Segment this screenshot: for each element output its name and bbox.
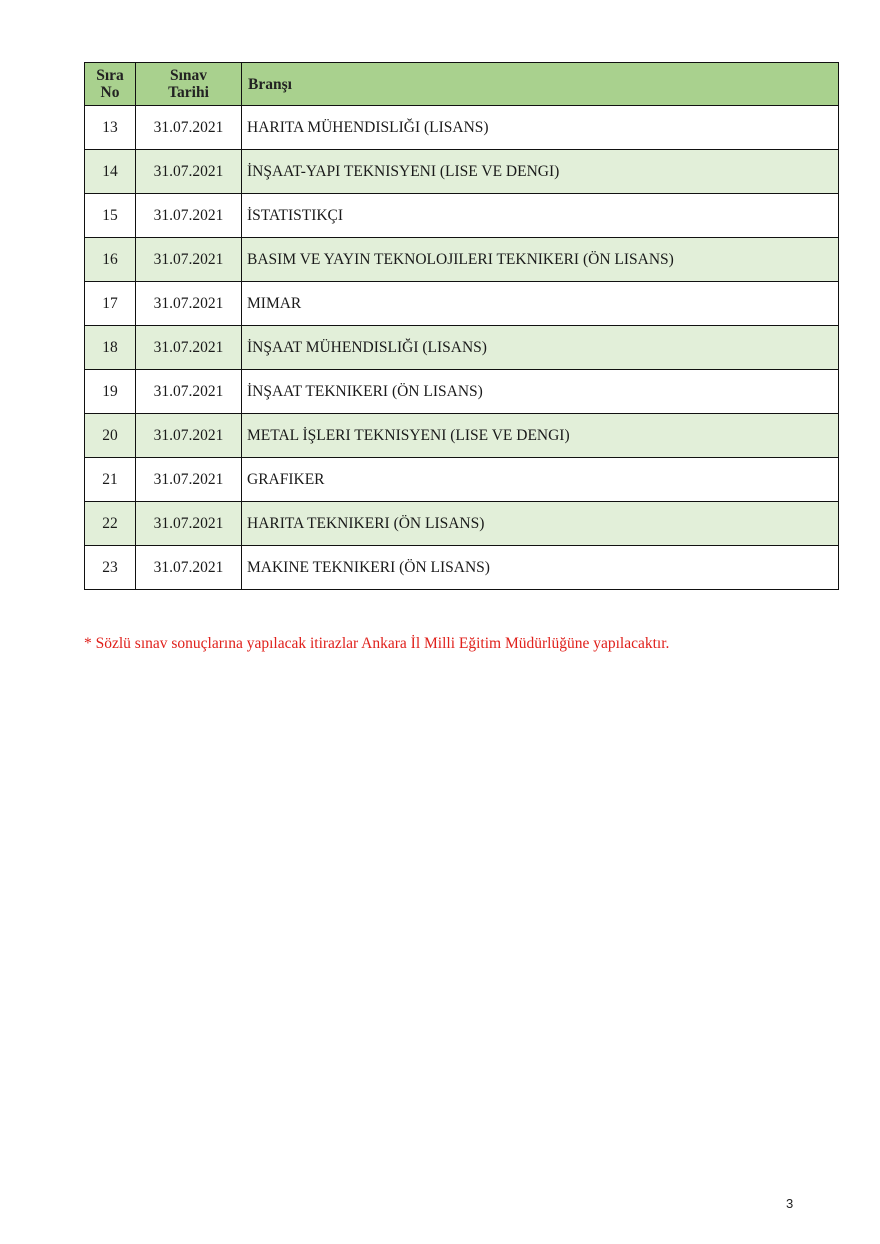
header-bransi: Branşı xyxy=(242,63,839,106)
row-branch: GRAFIKER xyxy=(242,458,839,502)
header-sira-no-line1: Sıra xyxy=(96,67,124,84)
row-number: 21 xyxy=(85,458,136,502)
header-sira-no xyxy=(85,63,136,106)
table-header-row xyxy=(85,63,839,106)
header-sinav-tarihi-line1: Sınav xyxy=(169,67,208,84)
row-number: 22 xyxy=(85,502,136,546)
row-number: 18 xyxy=(85,326,136,370)
row-exam-date: 31.07.2021 xyxy=(136,238,242,282)
row-number: 23 xyxy=(85,546,136,590)
table-row xyxy=(85,546,839,590)
row-exam-date: 31.07.2021 xyxy=(136,458,242,502)
table-row xyxy=(85,238,839,282)
row-number: 14 xyxy=(85,150,136,194)
table-row xyxy=(85,194,839,238)
row-exam-date: 31.07.2021 xyxy=(136,194,242,238)
table-row xyxy=(85,414,839,458)
row-exam-date: 31.07.2021 xyxy=(136,502,242,546)
row-branch: İSTATISTIKÇI xyxy=(242,194,839,238)
row-branch: MIMAR xyxy=(242,282,839,326)
table-row xyxy=(85,106,839,150)
row-number: 19 xyxy=(85,370,136,414)
row-branch: BASIM VE YAYIN TEKNOLOJILERI TEKNIKERI (ÖN LISANS) xyxy=(242,238,839,282)
row-exam-date: 31.07.2021 xyxy=(136,282,242,326)
exam-schedule-table xyxy=(84,62,839,590)
row-exam-date: 31.07.2021 xyxy=(136,370,242,414)
exam-schedule-table-container xyxy=(84,62,838,590)
row-number: 13 xyxy=(85,106,136,150)
row-exam-date: 31.07.2021 xyxy=(136,106,242,150)
row-branch: İNŞAAT-YAPI TEKNISYENI (LISE VE DENGI) xyxy=(242,150,839,194)
table-row xyxy=(85,458,839,502)
header-sinav-tarihi-line2: Tarihi xyxy=(168,84,209,101)
table-row xyxy=(85,326,839,370)
row-exam-date: 31.07.2021 xyxy=(136,326,242,370)
row-number: 17 xyxy=(85,282,136,326)
row-branch: MAKINE TEKNIKERI (ÖN LISANS) xyxy=(242,546,839,590)
objection-note: * Sözlü sınav sonuçlarına yapılacak itirazlar Ankara İl Milli Eğitim Müdürlüğüne yapılacaktır. xyxy=(84,635,670,652)
row-number: 20 xyxy=(85,414,136,458)
table-row xyxy=(85,370,839,414)
page-number: 3 xyxy=(786,1196,794,1211)
row-exam-date: 31.07.2021 xyxy=(136,414,242,458)
row-number: 16 xyxy=(85,238,136,282)
row-exam-date: 31.07.2021 xyxy=(136,546,242,590)
row-branch: HARITA MÜHENDISLIĞI (LISANS) xyxy=(242,106,839,150)
row-exam-date: 31.07.2021 xyxy=(136,150,242,194)
row-branch: İNŞAAT MÜHENDISLIĞI (LISANS) xyxy=(242,326,839,370)
table-row xyxy=(85,502,839,546)
row-number: 15 xyxy=(85,194,136,238)
header-sira-no-line2: No xyxy=(100,84,120,101)
header-sinav-tarihi xyxy=(136,63,242,106)
table-row xyxy=(85,282,839,326)
row-branch: HARITA TEKNIKERI (ÖN LISANS) xyxy=(242,502,839,546)
table-row xyxy=(85,150,839,194)
row-branch: METAL İŞLERI TEKNISYENI (LISE VE DENGI) xyxy=(242,414,839,458)
row-branch: İNŞAAT TEKNIKERI (ÖN LISANS) xyxy=(242,370,839,414)
